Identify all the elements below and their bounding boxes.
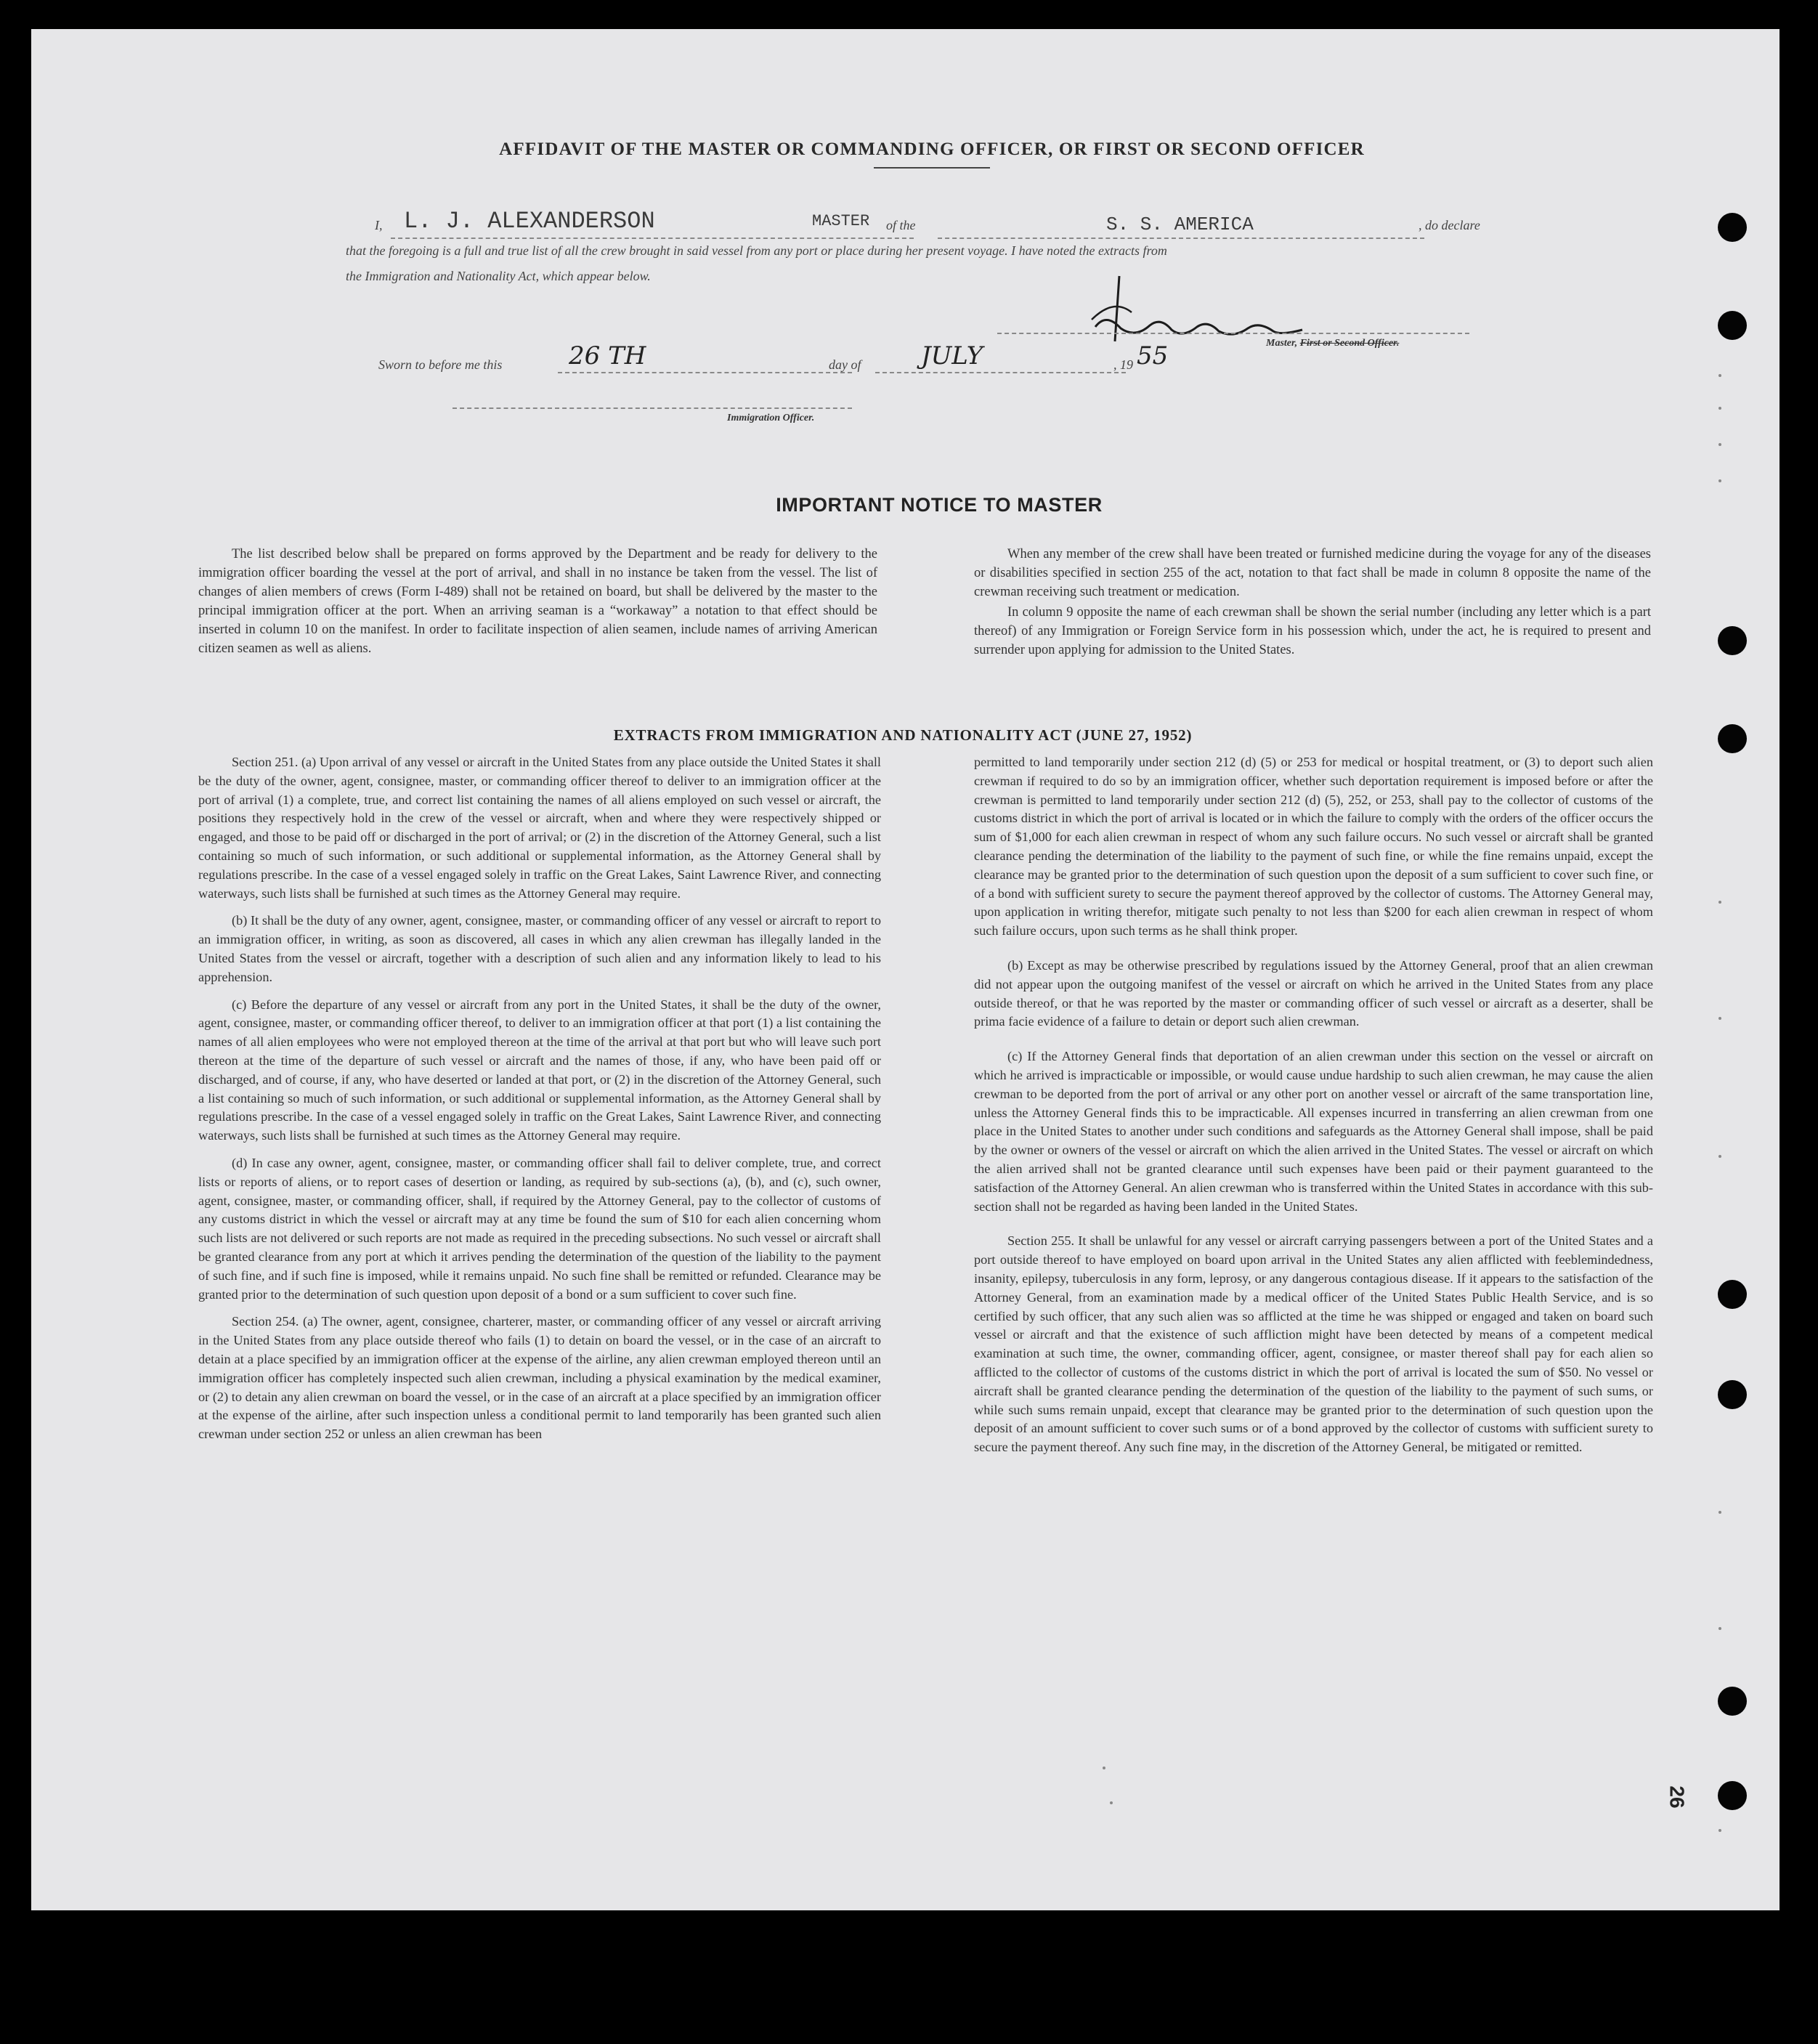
notice-right — [974, 545, 1651, 668]
notice-right-paragraph-1: When any member of the crew shall have been treated or furnished medicine during the voyage for any of the diseases or disabilities specified in section 255 of the act, notation to that fact shall be made in column 8 opposite the name of the crewman receiving such treatment or medication. — [974, 547, 1651, 599]
signer-caption: Master, First or Second Officer. — [1266, 338, 1400, 349]
section-251c: (c) Before the departure of any vessel or aircraft from any port in the United States, it shall be the duty of the owner, agent, consignee, master, or commanding officer thereof, to deliver to an immigration officer at that port (1) a list containing the names of all alien employees who were not employed thereon at the time of the arrival at that port but who will leave such port thereon at the time of the departure of such vessel or aircraft and the names of those, if any, who have been paid off or discharged, and of course, if any, who have deserted or landed at that port, or (2) in the discretion of the Attorney General, such a list containing so much of such information, or such additional or supplemental information, as the Attorney General shall by regulations prescribe. In the case of a vessel engaged solely in traffic on the Great Lakes, Saint Lawrence River, and connecting waterways, such lists shall be furnished at such times as the Attorney General may require. — [198, 997, 881, 1143]
extracts-title: EXTRACTS FROM IMMIGRATION AND NATIONALITY ACT (JUNE 27, 1952) — [613, 726, 1193, 744]
punch-hole — [1718, 626, 1747, 655]
page-number: 26 — [1665, 1785, 1689, 1809]
master-name: L. J. ALEXANDERSON — [404, 208, 655, 235]
section-251a: Section 251. (a) Upon arrival of any vessel or aircraft in the United States from any place outside the United States it shall be the duty of the owner, agent, consignee, master, or commanding officer thereof to deliver to an immigration officer at the port of arrival (1) a complete, true, and correct list containing the names of all aliens employed on such vessel or aircraft, the positions they respectively hold in the crew of the vessel or aircraft, when and where they were respectively shipped or engaged, and those to be paid off or discharged in the port of arrival; or (2) in the discretion of the Attorney General, such a list containing so much of such information, or such additional or supplemental information, as the Attorney General shall by regulations prescribe. In the case of a vessel engaged solely in traffic on the Great Lakes, Saint Lawrence River, and connecting waterways, such lists shall be furnished at such times as the Attorney General may require. — [198, 755, 882, 901]
officer-caption: Immigration Officer. — [727, 413, 815, 423]
i-prefix: I, — [375, 218, 383, 232]
punch-hole — [1718, 1781, 1747, 1810]
sworn-year: 55 — [1137, 341, 1169, 370]
sworn-prefix: Sworn to before me this — [378, 357, 503, 372]
affidavit-line-3: the Immigration and Nationality Act, which appear below. — [346, 269, 651, 283]
notice-left — [198, 545, 877, 667]
section-254a-continued: permitted to land temporarily under section 212 (d) (5) or 253 for medical or hospital treatment, or (3) to deport such alien crewman if required to do so by an immigration officer, whether such deportation requirement is imposed before or after the crewman is permitted to land temporarily under section 212 (d) (5), 252, or 253, shall pay to the collector of customs of the customs district in which the port of arrival is located or in which the failure to comply with the orders of the officer occurs the sum of $1,000 for each alien crewman in respect of whom any such failure occurs. No such vessel or aircraft shall be granted clearance pending the determination of the liability to the payment of such fine, or while the fine remains unpaid, except the clearance may be granted prior to the determination of such question upon the deposit of a sum sufficient to cover such fine, or of a bond with sufficient surety to secure the payment thereof approved by the collector of customs. The Attorney General may, upon application in writing therefor, mitigate such penalty to not less than $200 for each alien crewman in respect of whom such failure occurs, upon such terms as he shall think proper. — [974, 755, 1653, 938]
section-254c: (c) If the Attorney General finds that deportation of an alien crewman under this section on the vessel or aircraft on which he arrived is impracticable or impossible, or would cause undue hardship to such alien crewman, he may cause the alien crewman to be deported from the port of arrival or any other port on another vessel or aircraft of the same transportation line, unless the Attorney General finds this to be impracticable. All expenses incurred in transferring an alien crewman from one place in the United States to another under such conditions and safeguards as the Attorney General shall impose, shall be paid by the owner or owners of the vessel or aircraft on which the alien arrived in the United States. The vessel or aircraft on which the alien arrived shall not be granted clearance until such expenses have been paid or their payment guaranteed to the satisfaction of the Attorney General. An alien crewman who is transferred within the United States in accordance with this sub-section shall not be regarded as having been landed in the United States. — [974, 1049, 1653, 1214]
punch-hole — [1718, 213, 1747, 242]
notice-left-paragraph: The list described below shall be prepared on forms approved by the Department and be ready for delivery to the immigration officer boarding the vessel at the port of arrival, and shall in no instance be taken from the vessel. The list of changes of alien members of crews (Form I-489) shall not be retained on board, but shall be delivered by the master to the principal immigration officer at the port. When an arriving seaman is a “workaway” a notation to that effect should be inserted in column 10 on the manifest. In order to facilitate inspection of alien seamen, include names of arriving American citizen seamen as well as aliens. — [198, 547, 877, 656]
do-declare-label: , do declare — [1419, 218, 1480, 232]
affidavit-line-2: that the foregoing is a full and true list of all the crew brought in said vessel from any port or place during her present voyage. I have noted the extracts from — [346, 243, 1167, 258]
notice-right-paragraph-2: In column 9 opposite the name of each crewman shall be shown the serial number (including any letter which is a part thereof) of any Immigration or Foreign Service form in his possession which, under the act, he is required to present and surrender upon applying for admission to the United States. — [974, 605, 1651, 657]
punch-hole — [1718, 1280, 1747, 1309]
punch-hole — [1718, 724, 1747, 753]
sworn-day: 26 TH — [569, 341, 646, 370]
punch-hole — [1718, 311, 1747, 340]
rank-typed: MASTER — [812, 212, 870, 230]
extracts-right-column — [974, 753, 1653, 1466]
vessel-name: S. S. AMERICA — [1106, 214, 1254, 235]
extracts-left-column — [198, 753, 881, 1453]
punch-hole — [1718, 1687, 1747, 1716]
section-255: Section 255. It shall be unlawful for any vessel or aircraft carrying passengers between a port of the United States and a port outside thereof to have employed on board upon arrival in the United States any alien afflicted with feeblemindedness, insanity, epilepsy, tuberculosis in any form, leprosy, or any dangerous contagious disease. If it appears to the satisfaction of the Attorney General, from an examination made by a medical officer of the United States Public Health Service, and is so certified by such officer, that any such alien was so afflicted at the time he was shipped or engaged and taken on board such vessel or aircraft and that the existence of such affliction might have been detected by means of a competent medical examination at such time, the owner, commanding officer, agent, consignee, or master thereof shall pay for each alien so afflicted to the collector of customs of the customs district in which the port of arrival is located the sum of $50. No vessel or aircraft shall be granted clearance pending the determination of the question of the liability to the payment of such sums, or while such sums remain unpaid, except that clearance may be granted prior to the determination of such question upon the deposit of an amount sufficient to cover such sums or of a bond approved by the collector of customs with sufficient surety to secure the payment thereof. Any such fine may, in the discretion of the Attorney General, be mitigated or remitted. — [974, 1233, 1653, 1455]
of-the-label: of the — [886, 218, 916, 232]
section-254a: Section 254. (a) The owner, agent, consignee, charterer, master, or commanding officer of any vessel or aircraft arriving in the United States from any place outside thereof who fails (1) to detain on board the vessel, or in the case of an aircraft to detain at a place specified by an immigration officer at the expense of the airline, any alien crewman employed thereon until an immigration officer has completely inspected such alien crewman, including a physical examination by the medical examiner, or (2) to detain any alien crewman on board the vessel, or in the case of an aircraft at a place specified by an immigration officer at the expense of the airline, after such inspection unless a conditional permit to land temporarily has been granted such alien crewman under section 252 or unless an alien crewman has been — [198, 1314, 881, 1442]
year-prefix: , 19 — [1113, 357, 1133, 372]
affidavit-title: AFFIDAVIT OF THE MASTER OR COMMANDING OFFICER, OR FIRST OR SECOND OFFICER — [423, 139, 1440, 160]
punch-hole — [1718, 1380, 1747, 1409]
section-251d: (d) In case any owner, agent, consignee, master, or commanding officer shall fail to deliver complete, true, and correct lists or reports of aliens, or to report cases of desertion or landing, as required by sub-sections (a), (b), and (c), such owner, agent, consignee, master, or commanding officer, shall, if required by the Attorney General, pay to the collector of customs of any customs district in which the vessel or aircraft may at any time be found the sum of $10 for each alien concerning whom such lists are not delivered or such reports are not made as required in the preceding subsections. No such vessel or aircraft shall be granted clearance from any port at which it arrives pending the determination of the question of the liability to the payment of such fine, and if such fine is imposed, while it remains unpaid. No such fine shall be remitted or refunded. Clearance may be granted prior to the determination of such question upon deposit of a bond or a sum sufficient to cover such fine. — [198, 1155, 881, 1302]
day-of-label: day of — [829, 357, 861, 372]
struck-officer-caption: First or Second Officer. — [1299, 338, 1400, 349]
notice-title: IMPORTANT NOTICE TO MASTER — [776, 494, 1103, 516]
sworn-month: JULY — [921, 341, 983, 370]
section-254b: (b) Except as may be otherwise prescribed by regulations issued by the Attorney General, proof that an alien crewman did not appear upon the outgoing manifest of the vessel or aircraft on which he arrived in the United States from any place outside thereof, or that he was reported by the master or commanding officer of such vessel or aircraft as a deserter, shall be prima facie evidence of a failure to detain or deport such alien crewman. — [974, 957, 1653, 1029]
section-251b: (b) It shall be the duty of any owner, agent, consignee, master, or commanding officer of any vessel or aircraft to report to an immigration officer, in writing, as soon as discovered, all cases in which any alien crewman has illegally landed in the United States from the vessel or aircraft, together with a description of such alien and any information likely to lead to his apprehension. — [198, 913, 881, 984]
document-page — [31, 29, 1780, 1910]
